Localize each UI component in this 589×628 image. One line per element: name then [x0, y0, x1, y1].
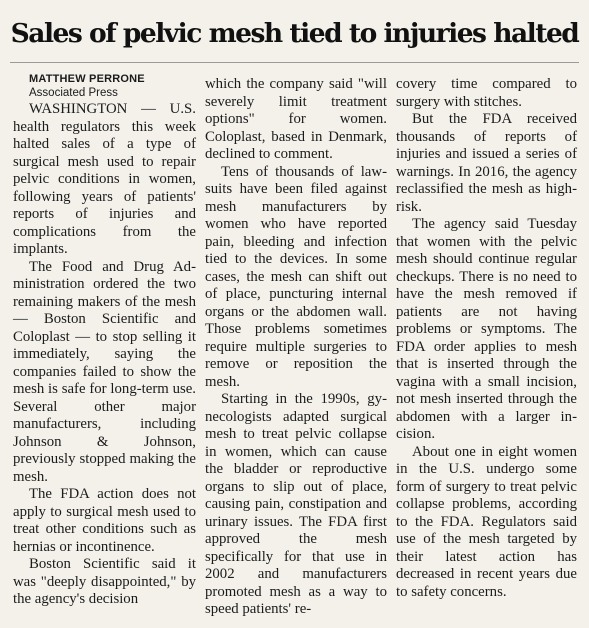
paragraph-7: But the FDA received thousands of reports of injuries and issued a series of warnings. In 2016, the agency reclassified the mesh as high-risk. — [396, 111, 577, 215]
paragraph-2: The Food and Drug Administration ordered the two remaining makers of the mesh — Boston Scientific and Coloplast — to stop selling it immediately, saying the companies failed to show the mesh is safe for long-term use. Several other major manufacturers, including Johnson & Johnson, previously stopped making the mesh. — [13, 258, 196, 485]
article-column-1 — [13, 73, 196, 609]
paragraph-6-start: Starting in the 1990s, gynecologists adapted surgical mesh to treat pelvic collapse in women, which can cause the bladder or reproductive organs to slip out of place, causing pain, constipation and urinary issues. The FDA first approved the mesh specifically for that use in 2002 and manufacturers promoted mesh as a way to speed patients' re- — [205, 391, 387, 617]
paragraph-1: WASHINGTON — U.S. health regulators this week halted sales of a type of surgical mesh used to repair pelvic conditions in women, following years of patients' reports of injuries and complications from the implants. — [13, 101, 196, 257]
byline-agency: Associated Press — [29, 87, 118, 99]
headline: Sales of pelvic mesh tied to injuries halted — [10, 18, 579, 49]
article-column-3 — [396, 76, 577, 601]
byline: MATTHEW PERRONE — [29, 73, 145, 85]
paragraph-3: The FDA action does not apply to surgical mesh used to treat other conditions such as hernias or incontinence. — [13, 486, 196, 555]
paragraph-8: The agency said Tuesday that women with the pelvic mesh should continue regular checkups. There is no need to have the mesh removed if patients are not having problems or symptoms. The FDA order applies to mesh that is inserted through the vagina with a small incision, not mesh inserted through the abdomen with a larger incision. — [396, 216, 577, 442]
paragraph-4-start: Boston Scientific said it was "deeply disappointed," by the agency's decision — [13, 556, 196, 607]
article-column-2 — [205, 76, 387, 619]
paragraph-9: About one in eight women in the U.S. undergo some form of surgery to treat pelvic collapse problems, according to the FDA. Regulators said use of the mesh targeted by their latest action has decreased in recent years due to safety concerns. — [396, 443, 577, 600]
paragraph-5: Tens of thousands of lawsuits have been filed against mesh manufacturers by women who have reported pain, bleeding and infection tied to the devices. In some cases, the mesh can shift out of place, puncturing internal organs or the abdomen wall. Those problems sometimes require multiple surgeries to remove or reposition the mesh. — [205, 163, 387, 390]
paragraph-4-continued: which the company said "will severely limit treatment options" for women. Coloplast, based in Denmark, declined to comment. — [205, 76, 387, 162]
paragraph-6-continued: covery time compared to surgery with stitches. — [396, 76, 577, 110]
headline-rule — [10, 62, 579, 63]
